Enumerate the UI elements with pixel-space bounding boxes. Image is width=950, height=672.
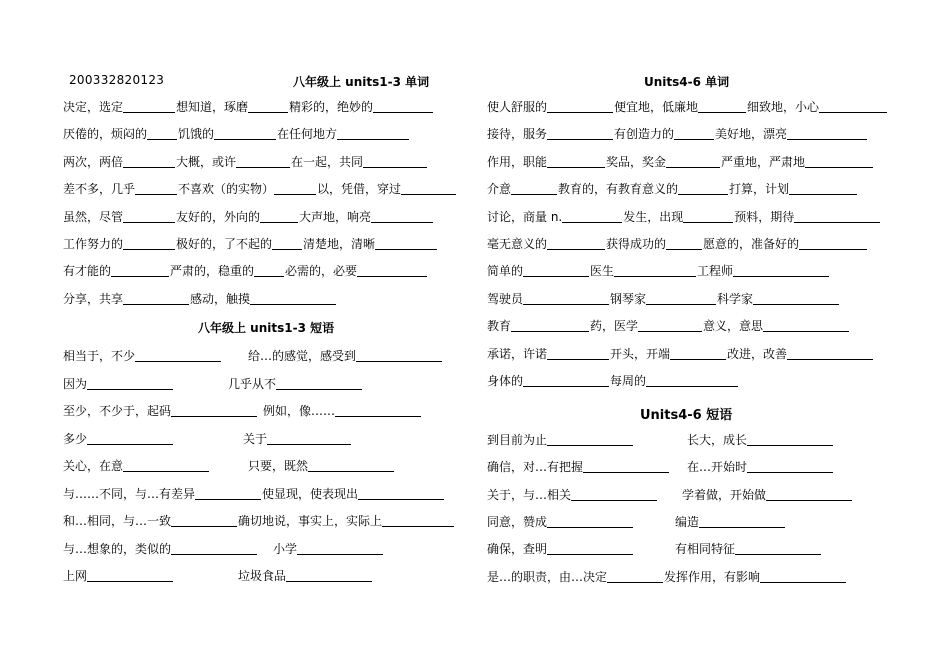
term-label: 精彩的，绝妙的 [289,100,374,114]
answer-blank[interactable] [511,318,589,332]
list-item [63,347,357,365]
right-header [487,73,907,91]
list-item [63,235,438,253]
answer-blank[interactable] [254,263,284,277]
list-item [487,345,874,363]
term-label: 接待，服务 [487,127,548,142]
answer-blank[interactable] [766,487,852,501]
list-item [63,430,268,448]
list-item [487,180,858,198]
term-label: 钢琴家 [610,291,647,306]
answer-blank[interactable] [583,459,669,473]
term-label: 每周的 [610,374,647,388]
term-label: 工程师 [697,264,734,279]
answer-blank[interactable] [666,154,720,168]
answer-blank[interactable] [214,126,276,140]
term-label: 与…想象的，类似的 [63,541,172,556]
answer-blank[interactable] [111,263,169,277]
answer-blank[interactable] [267,431,351,445]
list-item [487,98,888,116]
term-label: 严肃的，稳重的 [170,264,255,279]
answer-blank[interactable] [375,236,437,250]
term-label: 同意，赞成 [487,514,548,529]
list-item [487,431,748,449]
term-label: 厌倦的，烦闷的 [63,127,148,142]
answer-blank[interactable] [373,99,433,113]
answer-blank[interactable] [286,568,372,582]
answer-blank[interactable] [272,236,302,250]
answer-blank[interactable] [87,431,173,445]
term-label: 确切地说，事实上，实际上 [238,514,383,528]
term-label: 上网 [63,569,88,583]
term-label: 严重地，严肃地 [721,154,806,169]
term-label: 驾驶员 [487,291,524,306]
answer-blank[interactable] [547,541,633,555]
term-label: 垃圾食品 [238,569,287,583]
term-label: 清楚地，清晰 [303,237,376,251]
term-label: 发挥作用，有影响 [664,569,761,584]
term-label: 因为 [63,376,88,391]
term-label: 确信，对…有把握 [487,460,584,475]
answer-blank[interactable] [363,154,427,168]
list-item [487,372,739,390]
answer-blank[interactable] [547,236,605,250]
answer-blank[interactable] [562,209,622,223]
answer-blank[interactable] [87,568,173,582]
answer-blank[interactable] [123,291,189,305]
list-item [63,208,434,226]
answer-blank[interactable] [337,126,409,140]
term-label: 教育的，有教育意义的 [558,182,679,197]
right-words-title: Units4-6 单词 [644,75,730,89]
answer-blank[interactable] [547,154,605,168]
right-column [487,0,907,672]
term-label: 必需的，必要 [285,264,358,279]
answer-blank[interactable] [250,291,336,305]
term-label: 是…的职责，由…决定 [487,569,608,584]
answer-blank[interactable] [638,318,702,332]
answer-blank[interactable] [819,99,887,113]
term-label: 和…相同，与…一致 [63,514,172,528]
list-item [63,402,336,420]
term-label: 到目前为止 [487,433,548,447]
term-label: 长大，成长 [687,433,748,447]
answer-blank[interactable] [547,432,633,446]
term-label: 医生 [590,264,615,279]
answer-blank[interactable] [735,541,821,555]
term-label: 大概，或许 [176,154,237,169]
list-item [487,317,850,335]
term-label: 细致地，小心 [747,100,820,114]
term-label: 使人舒服的 [487,100,548,114]
term-label: 作用，职能 [487,154,548,169]
term-label: 获得成功的 [606,237,667,251]
answer-blank[interactable] [171,403,257,417]
answer-blank[interactable] [123,209,175,223]
term-label: 学着做，开始做 [682,487,767,502]
answer-blank[interactable] [358,486,444,500]
list-item [487,540,736,558]
answer-blank[interactable] [571,487,657,501]
term-label: 预料，期待 [734,209,795,224]
term-label: 科学家 [717,291,754,306]
answer-blank[interactable] [547,514,633,528]
term-label: 工作努力的 [63,237,124,251]
list-item [63,290,337,308]
answer-blank[interactable] [523,263,589,277]
answer-blank[interactable] [805,154,873,168]
answer-blank[interactable] [335,403,421,417]
term-label: 在一起，共同 [291,154,364,169]
answer-blank[interactable] [356,348,442,362]
list-item [63,567,287,585]
term-label: 使显现，使表现出 [262,486,359,501]
answer-blank[interactable] [646,373,738,387]
answer-blank[interactable] [297,541,383,555]
answer-blank[interactable] [236,154,290,168]
answer-blank[interactable] [135,181,177,195]
left-column [63,0,483,672]
term-label: 承诺，许诺 [487,346,548,361]
answer-blank[interactable] [646,291,716,305]
list-item [487,568,761,586]
answer-blank[interactable] [747,432,833,446]
list-item [63,262,428,280]
term-label: 只要，既然 [248,459,309,473]
list-item [487,235,868,253]
answer-blank[interactable] [760,569,846,583]
left-words-title: 八年级上 units1-3 单词 [293,75,430,89]
term-label: 极好的，了不起的 [176,237,273,251]
term-label: 在任何地方 [277,127,338,142]
answer-blank[interactable] [135,348,221,362]
term-label: 多少 [63,431,88,446]
term-label: 打算，计划 [729,182,790,197]
term-label: 药，医学 [590,319,639,334]
answer-blank[interactable] [171,541,257,555]
answer-blank[interactable] [87,376,173,390]
term-label: 改进，改善 [727,346,788,361]
term-label: 介意 [487,182,512,197]
term-label: 教育 [487,319,512,334]
list-item [63,485,359,503]
answer-blank[interactable] [607,569,663,583]
term-label: 几乎从不 [228,376,277,391]
term-label: 给…的感觉，感受到 [248,349,357,363]
list-item [63,125,410,143]
answer-blank[interactable] [614,263,696,277]
answer-blank[interactable] [276,376,362,390]
term-label: 有才能的 [63,264,112,279]
term-label: 身体的 [487,374,524,388]
answer-blank[interactable] [123,154,175,168]
list-item [63,98,434,116]
list-item [63,153,428,171]
term-label: 友好的，外向的 [176,209,261,224]
answer-blank[interactable] [763,318,849,332]
answer-blank[interactable] [747,459,833,473]
term-label: 大声地，响亮 [299,209,372,224]
answer-blank[interactable] [733,263,829,277]
answer-blank[interactable] [260,209,298,223]
term-label: 想知道，琢磨 [176,100,249,114]
answer-blank[interactable] [794,209,880,223]
list-item [63,540,298,558]
answer-blank[interactable] [683,209,733,223]
term-label: 饥饿的 [178,127,215,142]
term-label: 在…开始时 [687,460,748,475]
list-item [63,457,309,475]
left-phrases-title: 八年级上 units1-3 短语 [198,321,335,335]
term-label: 奖品，奖金 [606,154,667,169]
answer-blank[interactable] [123,458,209,472]
answer-blank[interactable] [401,181,456,195]
term-label: 相当于，不少 [63,349,136,363]
answer-blank[interactable] [787,346,873,360]
answer-blank[interactable] [123,99,175,113]
answer-blank[interactable] [789,181,857,195]
term-label: 小学 [273,541,298,556]
list-item [487,458,748,476]
list-item [487,153,874,171]
term-label: 美好地，漂亮 [715,127,788,142]
term-label: 感动，触摸 [190,291,251,306]
list-item [63,180,457,198]
list-item [487,262,830,280]
answer-blank[interactable] [547,126,613,140]
answer-blank[interactable] [666,236,702,250]
term-label: 虽然，尽管 [63,209,124,224]
answer-blank[interactable] [699,514,785,528]
answer-blank[interactable] [674,126,714,140]
answer-blank[interactable] [511,181,557,195]
answer-blank[interactable] [523,291,609,305]
answer-blank[interactable] [382,513,454,527]
answer-blank[interactable] [523,373,609,387]
term-label: 例如，像…… [263,404,336,418]
answer-blank[interactable] [787,126,867,140]
term-label: 至少，不少于，起码 [63,404,172,418]
term-label: 差不多，几乎 [63,182,136,197]
term-label: 两次，两倍 [63,154,124,169]
answer-blank[interactable] [753,291,839,305]
list-item [487,290,840,308]
term-label: 简单的 [487,264,524,279]
answer-blank[interactable] [698,99,746,113]
term-label: 分享，共享 [63,291,124,306]
answer-blank[interactable] [248,99,288,113]
term-label: 以，凭借，穿过 [317,182,402,197]
term-label: 关于 [243,431,268,446]
answer-blank[interactable] [195,486,261,500]
list-item [487,513,700,531]
term-label: 愿意的，准备好的 [703,237,800,251]
answer-blank[interactable] [308,458,394,472]
term-label: 与……不同，与…有差异 [63,486,196,501]
left-header [63,73,483,91]
term-label: 便宜地，低廉地 [614,100,699,114]
answer-blank[interactable] [123,236,175,250]
answer-blank[interactable] [547,346,609,360]
term-label: 不喜欢（的实物） [178,182,275,197]
list-item [487,125,868,143]
term-label: 意义，意思 [703,319,764,334]
list-item [487,486,767,504]
document-number: 200332820123 [69,73,165,87]
term-label: 发生，出现 [623,209,684,224]
answer-blank[interactable] [670,346,726,360]
list-item [63,375,277,393]
answer-blank[interactable] [274,181,316,195]
answer-blank[interactable] [357,263,427,277]
answer-blank[interactable] [371,209,433,223]
term-label: 确保，查明 [487,542,548,557]
term-label: 关于，与…相关 [487,487,572,502]
term-label: 决定，选定 [63,100,124,114]
term-label: 有创造力的 [614,127,675,142]
term-label: 开头，开端 [610,346,671,361]
answer-blank[interactable] [171,513,237,527]
term-label: 有相同特征 [675,542,736,557]
term-label: 讨论，商量 n. [487,209,563,224]
list-item [487,208,881,226]
term-label: 毫无意义的 [487,237,548,251]
answer-blank[interactable] [547,99,613,113]
answer-blank[interactable] [799,236,867,250]
right-phrases-title: Units4-6 短语 [640,408,733,423]
answer-blank[interactable] [147,126,177,140]
term-label: 编造 [675,514,700,529]
answer-blank[interactable] [678,181,728,195]
term-label: 关心，在意 [63,459,124,473]
list-item [63,512,383,530]
